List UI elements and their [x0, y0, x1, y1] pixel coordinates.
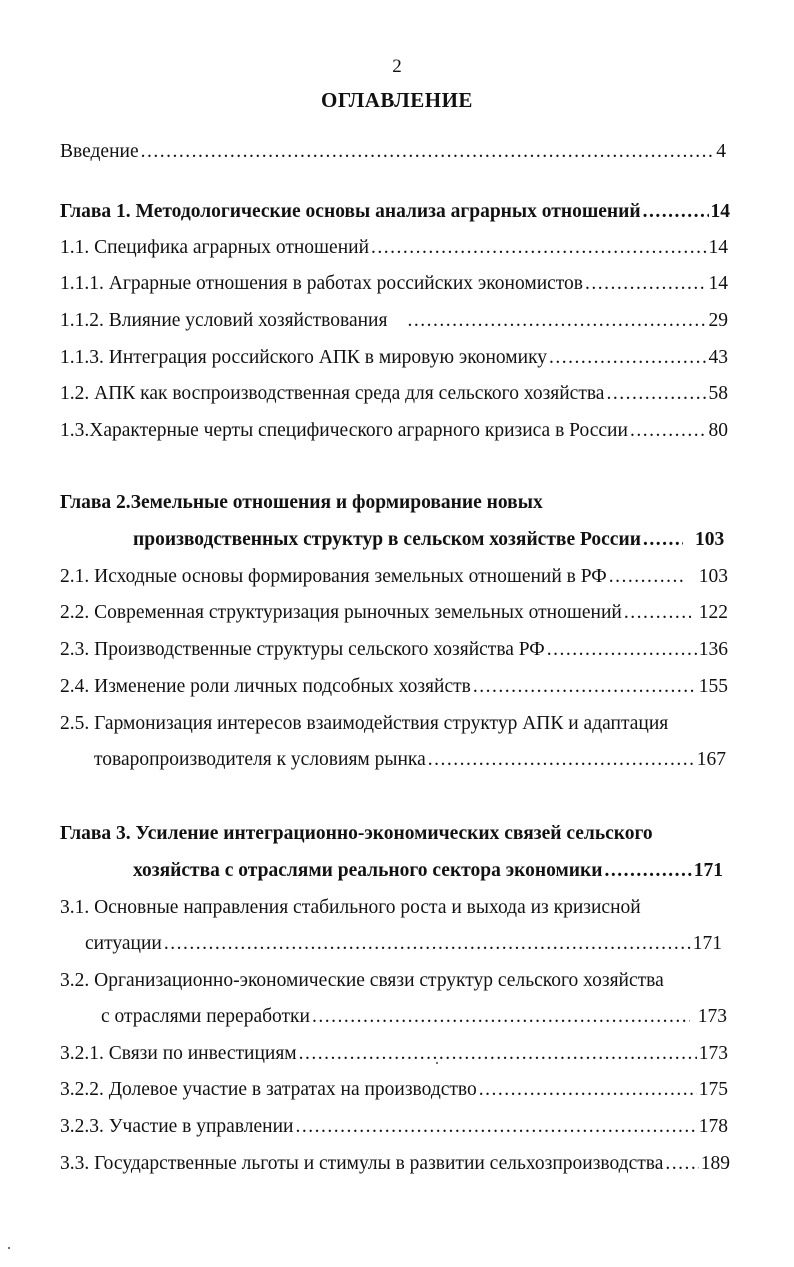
entry-text: 2.2. Современная структуризация рыночных земельных отношений: [60, 602, 622, 623]
entry-text: 3.2.3. Участие в управлении: [60, 1116, 294, 1137]
dot-leader: [473, 675, 697, 699]
dot-leader: [665, 1152, 698, 1176]
scan-speck: [8, 1247, 10, 1249]
entry-page: 14: [708, 273, 728, 294]
entry-text: 1.1.1. Аграрные отношения в работах российских экономистов: [60, 273, 584, 294]
entry-page: 178: [698, 1116, 728, 1137]
dot-leader: [299, 1042, 697, 1066]
chapter-3-heading-line-1: Глава 3. Усиление интеграционно-экономических связей сельского: [60, 823, 653, 844]
dot-leader: [643, 528, 683, 552]
chapter-1-heading[interactable]: [60, 200, 730, 224]
entry-text: 1.1. Специфика аграрных отношений: [60, 237, 370, 258]
dot-leader: [609, 565, 683, 589]
entry-page: 136: [698, 639, 728, 660]
toc-entry-3-3[interactable]: [60, 1152, 730, 1176]
entry-text: 1.1.2. Влияние условий хозяйствования: [60, 310, 388, 331]
entry-text: хозяйства с отраслями реального сектора экономики: [133, 860, 603, 881]
dot-leader: [164, 932, 691, 956]
toc-entry-1-2[interactable]: [60, 382, 728, 406]
chapter-2-heading[interactable]: [133, 528, 728, 552]
chapter-2-heading-line-1: Глава 2.Земельные отношения и формирование новых: [60, 492, 543, 513]
dot-leader: [606, 382, 706, 406]
entry-page: 80: [708, 420, 728, 441]
entry-text: 2.4. Изменение роли личных подсобных хозяйств: [60, 676, 471, 697]
entry-page: 29: [708, 310, 728, 331]
toc-entry-1-1-3[interactable]: [60, 346, 728, 370]
entry-page: 171: [693, 860, 723, 881]
dot-leader: [624, 601, 691, 625]
dot-leader: [547, 638, 697, 662]
dot-leader: [371, 236, 706, 260]
entry-page: 167: [696, 749, 726, 770]
dot-leader: [141, 140, 715, 164]
dot-leader: [604, 859, 691, 883]
toc-title: ОГЛАВЛЕНИЕ: [321, 88, 473, 112]
entry-page: 155: [698, 676, 728, 697]
dot-leader: [295, 1115, 696, 1139]
toc-entry-3-2-1[interactable]: [60, 1042, 728, 1066]
entry-page: 14: [710, 201, 730, 222]
dot-leader: [549, 346, 706, 370]
chapter-3-heading[interactable]: [133, 859, 723, 883]
toc-entry-2-4[interactable]: [60, 675, 728, 699]
dot-leader: [428, 748, 695, 772]
entry-page: 14: [708, 237, 728, 258]
dot-leader: [585, 272, 706, 296]
entry-page: 103: [698, 566, 728, 587]
toc-entry-2-2[interactable]: [60, 601, 728, 625]
dot-leader: [630, 419, 707, 443]
toc-entry-3-2-line-1: 3.2. Организационно-экономические связи структур сельского хозяйства: [60, 970, 664, 991]
entry-text: ситуации: [85, 933, 162, 954]
dot-leader: [407, 309, 706, 333]
entry-page: 122: [698, 602, 728, 623]
entry-page: 173: [698, 1043, 728, 1064]
toc-entry-3-2-3[interactable]: [60, 1115, 728, 1139]
dot-leader: [643, 200, 709, 224]
entry-text: 2.3. Производственные структуры сельского хозяйства РФ: [60, 639, 545, 660]
entry-page: 173: [697, 1006, 727, 1027]
entry-text: 2.1. Исходные основы формирования земельных отношений в РФ: [60, 566, 607, 587]
toc-entry-1-1-1[interactable]: [60, 272, 728, 296]
toc-entry-2-5[interactable]: [94, 748, 726, 772]
entry-text: Глава 1. Методологические основы анализа аграрных отношений: [60, 201, 641, 222]
entry-page: 103: [694, 529, 725, 550]
toc-entry-2-3[interactable]: [60, 638, 728, 662]
toc-entry-3-1-line-1: 3.1. Основные направления стабильного роста и выхода из кризисной: [60, 897, 641, 918]
toc-entry-2-1[interactable]: [60, 565, 728, 589]
toc-entry-2-5-line-1: 2.5. Гармонизация интересов взаимодействия структур АПК и адаптация: [60, 713, 669, 734]
entry-page: 4: [716, 141, 726, 162]
entry-text: 3.2.2. Долевое участие в затратах на производство: [60, 1079, 477, 1100]
entry-page: 189: [700, 1153, 730, 1174]
entry-text: производственных структур в сельском хозяйстве России: [133, 529, 641, 550]
dot-leader: [312, 1005, 690, 1029]
entry-text: 3.3. Государственные льготы и стимулы в развитии сельхозпроизводства: [60, 1153, 664, 1174]
dot-leader: [479, 1078, 697, 1102]
entry-text: 1.2. АПК как воспроизводственная среда для сельского хозяйства: [60, 383, 605, 404]
entry-page: 43: [708, 347, 728, 368]
entry-page: 58: [708, 383, 728, 404]
entry-text: 3.2.1. Связи по инвестициям: [60, 1043, 297, 1064]
toc-entry-3-2[interactable]: [101, 1005, 727, 1029]
toc-entry-intro[interactable]: [60, 140, 726, 164]
page-number: 2: [392, 56, 402, 77]
entry-text: с отраслями переработки: [101, 1006, 310, 1027]
toc-entry-3-2-2[interactable]: [60, 1078, 728, 1102]
entry-text: 1.3.Характерные черты специфического аграрного кризиса в России: [60, 420, 628, 441]
entry-page: 175: [698, 1079, 728, 1100]
toc-entry-1-3[interactable]: [60, 419, 728, 443]
entry-text: товаропроизводителя к условиям рынка: [94, 749, 426, 770]
entry-page: 171: [692, 933, 722, 954]
toc-entry-1-1[interactable]: [60, 236, 728, 260]
toc-entry-1-1-2[interactable]: [60, 309, 728, 333]
toc-entry-3-1[interactable]: [85, 932, 722, 956]
entry-text: 1.1.3. Интеграция российского АПК в мировую экономику: [60, 347, 548, 368]
entry-text: Введение: [60, 141, 139, 162]
scan-speck: [436, 1062, 438, 1064]
